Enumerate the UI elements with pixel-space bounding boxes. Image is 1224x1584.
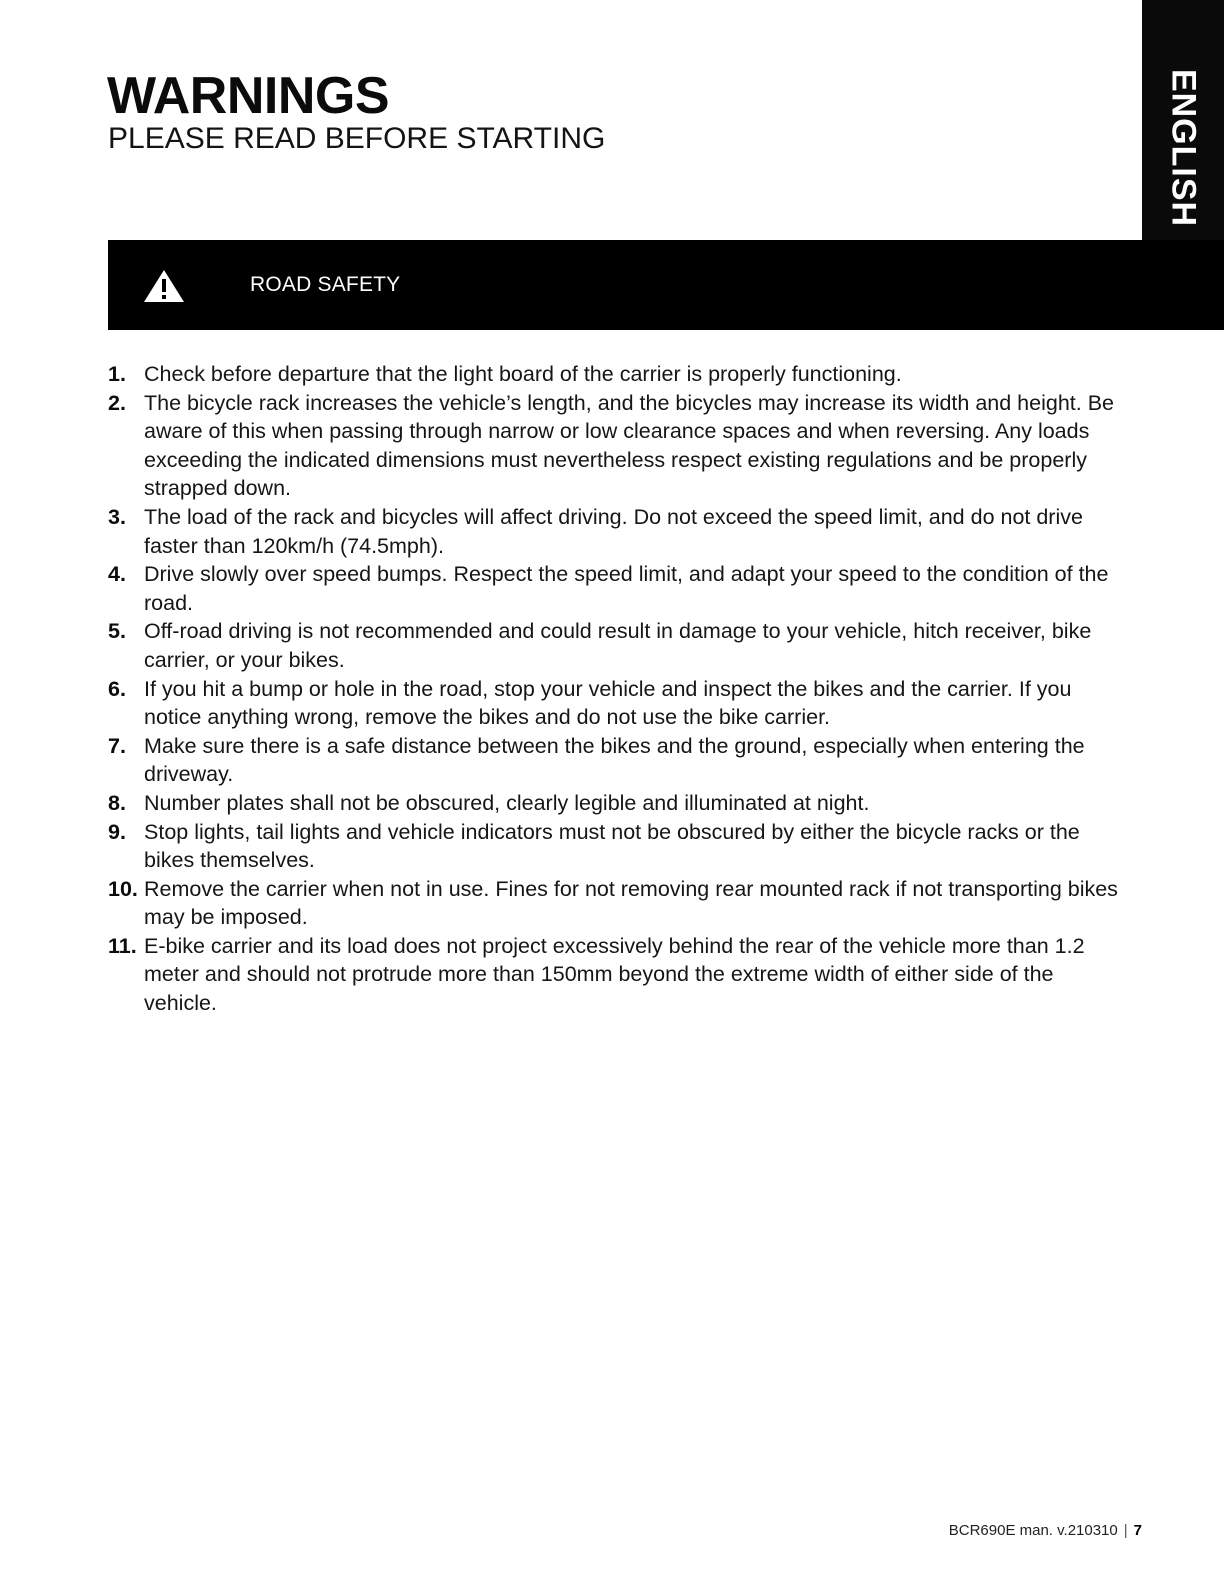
warning-number: 3. bbox=[108, 504, 126, 529]
page-title: WARNINGS bbox=[107, 67, 389, 125]
section-banner bbox=[108, 240, 1224, 330]
warning-item bbox=[108, 560, 1118, 617]
warning-item bbox=[108, 932, 1118, 1018]
warning-item bbox=[108, 617, 1118, 674]
warning-text: Number plates shall not be obscured, clearly legible and illuminated at night. bbox=[144, 790, 870, 815]
warning-item bbox=[108, 875, 1118, 932]
warning-text: Off-road driving is not recommended and could result in damage to your vehicle, hitch receiver, bike carrier, or your bikes. bbox=[144, 619, 1092, 672]
page-footer bbox=[949, 1522, 1142, 1539]
warning-number: 7. bbox=[108, 733, 126, 758]
warning-text: The bicycle rack increases the vehicle’s length, and the bicycles may increase its width and height. Be aware of this when passing through narrow or low clearance spaces and when reversing. Any loads exceeding the indicated dimensions must nevertheless respect existing regulations and be properly strapped down. bbox=[144, 390, 1114, 501]
warning-item bbox=[108, 360, 1118, 389]
footer-separator: | bbox=[1123, 1522, 1128, 1539]
page-subtitle: PLEASE READ BEFORE STARTING bbox=[108, 122, 606, 155]
warning-item bbox=[108, 789, 1118, 818]
warning-item bbox=[108, 818, 1118, 875]
language-tab bbox=[1142, 0, 1224, 240]
warning-item bbox=[108, 732, 1118, 789]
warning-item bbox=[108, 389, 1118, 503]
warning-text: Stop lights, tail lights and vehicle indicators must not be obscured by either the bicycle racks or the bikes themselves. bbox=[144, 819, 1080, 873]
warning-number: 4. bbox=[108, 562, 126, 587]
page-number: 7 bbox=[1133, 1522, 1142, 1539]
section-title: ROAD SAFETY bbox=[250, 273, 401, 296]
warning-number: 10. bbox=[108, 876, 138, 901]
warning-number: 9. bbox=[108, 819, 126, 844]
document-id: BCR690E man. v.210310 bbox=[948, 1522, 1118, 1539]
warning-item bbox=[108, 503, 1118, 560]
warning-item bbox=[108, 675, 1118, 732]
warning-number: 5. bbox=[108, 619, 126, 644]
warning-triangle-icon bbox=[143, 269, 185, 303]
warning-number: 6. bbox=[108, 676, 126, 701]
warning-text: Check before departure that the light board of the carrier is properly functioning. bbox=[144, 362, 902, 386]
warning-number: 2. bbox=[108, 390, 126, 415]
warning-number: 8. bbox=[108, 790, 126, 815]
warning-text: Make sure there is a safe distance between the bikes and the ground, especially when entering the driveway. bbox=[144, 733, 1085, 787]
warning-text: E-bike carrier and its load does not project excessively behind the rear of the vehicle more than 1.2 meter and should not protrude more than 150mm beyond the extreme width of either side of the vehicle. bbox=[144, 933, 1085, 1016]
warning-text: If you hit a bump or hole in the road, stop your vehicle and inspect the bikes and the carrier. If you notice anything wrong, remove the bikes and do not use the bike carrier. bbox=[144, 676, 1072, 730]
language-tab-label: ENGLISH bbox=[1164, 68, 1203, 228]
warning-text: The load of the rack and bicycles will affect driving. Do not exceed the speed limit, and do not drive faster than 120km/h (74.5mph). bbox=[144, 504, 1083, 558]
warning-list bbox=[108, 360, 1118, 1018]
warning-number: 11. bbox=[108, 933, 137, 958]
warning-text: Remove the carrier when not in use. Fines for not removing rear mounted rack if not transporting bikes may be imposed. bbox=[144, 876, 1118, 930]
warning-number: 1. bbox=[108, 362, 126, 386]
warning-text: Drive slowly over speed bumps. Respect the speed limit, and adapt your speed to the condition of the road. bbox=[144, 562, 1109, 615]
